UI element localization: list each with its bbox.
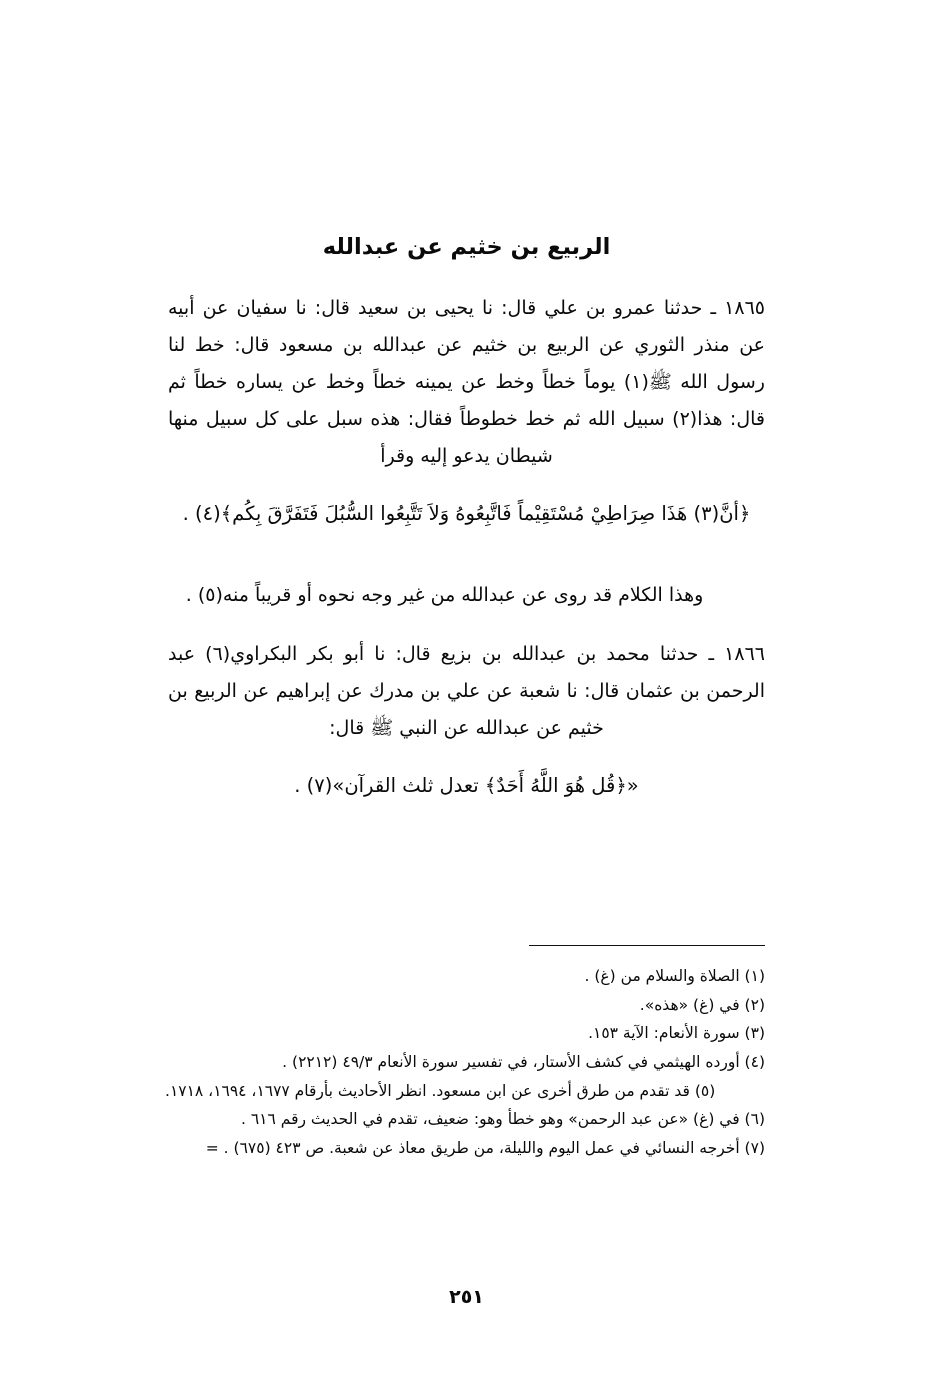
page-title: الربيع بن خثيم عن عبدالله (322, 234, 611, 260)
footnote-item: (٦) في (غ) «عن عبد الرحمن» وهو خطأ وهو: ضعيف، تقدم في الحديث رقم ٦١٦ . (241, 1110, 765, 1129)
hadith-1865-quran-quote: ﴿أنَّ(٣) هَذَا صِرَاطِيْ مُسْتَقِيْماً فَاتَّبِعُوهُ وَلاَ تَتَّبِعُوا السُّبُلَ فَتَفَرَّقَ بِكُم﴾(٤) . (182, 502, 751, 526)
paragraph-spacer (168, 553, 765, 577)
comment-paragraph: وهذا الكلام قد روى عن عبدالله من غير وجه نحوه أو قريباً منه(٥) . (185, 583, 704, 606)
footnote-item: (٤) أورده الهيثمي في كشف الأستار، في تفسير سورة الأنعام ٤٩/٣ (٢٢١٢) . (282, 1052, 765, 1071)
hadith-1866-quran-quote: «﴿قُل هُوَ اللَّهُ أَحَدٌ﴾ تعدل ثلث القرآن»(٧) . (294, 774, 639, 798)
paragraph-spacer-2 (168, 618, 765, 636)
footnote-item: (٧) أخرجه النسائي في عمل اليوم والليلة، من طريق معاذ عن شعبة. ص ٤٢٣ (٦٧٥) . = (205, 1138, 765, 1157)
hadith-1866-text: ١٨٦٦ ـ حدثنا محمد بن عبدالله بن بزيع قال: نا أبو بكر البكراوي(٦) عبد الرحمن بن عثمان قال: نا شعبة عن علي بن مدرك عن إبراهيم عن الربيع بن خثيم عن عبدالله عن النبي ﷺ قال: (168, 642, 765, 739)
footnotes-section (165, 963, 765, 1164)
hadith-1865-text: ١٨٦٥ ـ حدثنا عمرو بن علي قال: نا يحيى بن سعيد قال: نا سفيان عن أبيه عن منذر الثوري عن الربيع بن خثيم عن عبدالله بن مسعود قال: خط لنا رسول الله ﷺ(١) يوماً خطاً وخط عن يمينه خطاً وخط عن يساره خطاً ثم قال: هذا(٢) سبيل الله ثم خط خطوطاً فقال: هذه سبل على كل سبيل منها شيطان يدعو إليه وقرأ (168, 296, 765, 467)
footnote-item: (١) الصلاة والسلام من (غ) . (584, 967, 765, 985)
page-content (168, 232, 765, 825)
footnote-item: (٥) قد تقدم من طرق أخرى عن ابن مسعود. انظر الأحاديث بأرقام ١٦٧٧، ١٦٩٤، ١٧١٨. (165, 1081, 716, 1100)
footnote-item: (٣) سورة الأنعام: الآية ١٥٣. (588, 1024, 765, 1043)
page-number: ٢٥١ (449, 1286, 484, 1308)
footnote-divider (529, 945, 765, 946)
footnote-item: (٢) في (غ) «هذه». (639, 995, 765, 1014)
